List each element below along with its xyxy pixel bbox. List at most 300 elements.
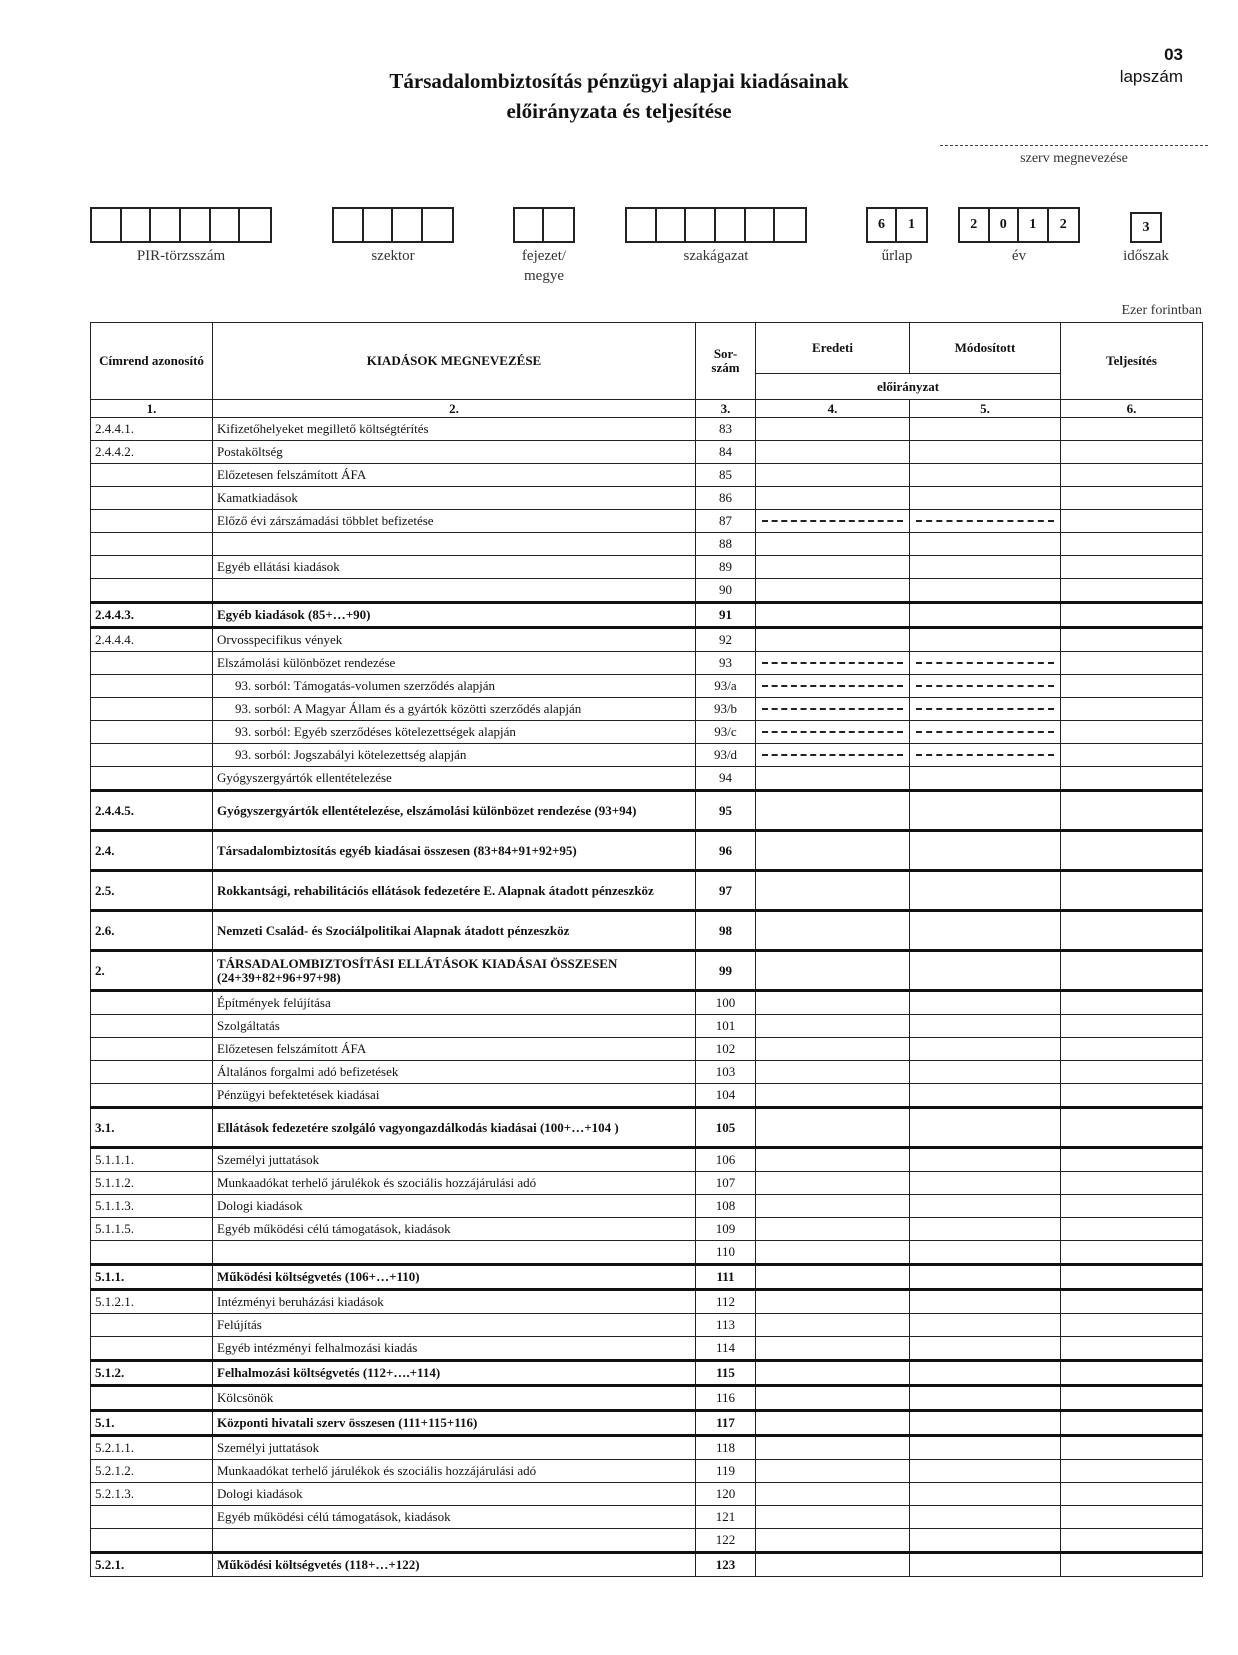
not-applicable-dash bbox=[762, 685, 903, 687]
value-cell-actual[interactable] bbox=[1061, 1460, 1203, 1483]
row-id: 2.4.4.3. bbox=[91, 603, 213, 628]
value-cell-modified[interactable] bbox=[910, 744, 1061, 767]
value-cell-original[interactable] bbox=[756, 1015, 910, 1038]
row-id bbox=[91, 1529, 213, 1553]
row-number: 122 bbox=[696, 1529, 756, 1553]
value-cell-actual[interactable] bbox=[1061, 533, 1203, 556]
value-cell-original[interactable] bbox=[756, 791, 910, 831]
row-id bbox=[91, 510, 213, 533]
value-cell-original[interactable] bbox=[756, 418, 910, 441]
row-number: 90 bbox=[696, 579, 756, 603]
value-cell-modified[interactable] bbox=[910, 1148, 1061, 1172]
code-box-cell[interactable] bbox=[393, 209, 423, 241]
code-box-group bbox=[90, 207, 272, 243]
code-box-cell[interactable] bbox=[364, 209, 394, 241]
value-cell-actual[interactable] bbox=[1061, 698, 1203, 721]
row-id bbox=[91, 652, 213, 675]
row-number: 113 bbox=[696, 1314, 756, 1337]
value-cell-actual[interactable] bbox=[1061, 991, 1203, 1015]
row-number: 98 bbox=[696, 911, 756, 951]
row-name: Dologi kiadások bbox=[213, 1483, 696, 1506]
table-row bbox=[91, 911, 1203, 951]
value-cell-modified[interactable] bbox=[910, 487, 1061, 510]
row-name: Kölcsönök bbox=[213, 1386, 696, 1411]
table-row bbox=[91, 1108, 1203, 1148]
row-name: Felújítás bbox=[213, 1314, 696, 1337]
value-cell-original[interactable] bbox=[756, 1290, 910, 1314]
row-name: Egyéb intézményi felhalmozási kiadás bbox=[213, 1337, 696, 1361]
row-name: Munkaadókat terhelő járulékok és szociális hozzájárulási adó bbox=[213, 1460, 696, 1483]
value-cell-original[interactable] bbox=[756, 1553, 910, 1577]
row-number: 93/b bbox=[696, 698, 756, 721]
row-number: 95 bbox=[696, 791, 756, 831]
page-title bbox=[0, 66, 1238, 126]
not-applicable-dash bbox=[916, 708, 1054, 710]
table-row bbox=[91, 628, 1203, 652]
value-cell-original[interactable] bbox=[756, 533, 910, 556]
row-id bbox=[91, 1084, 213, 1108]
table-row bbox=[91, 1038, 1203, 1061]
value-cell-actual[interactable] bbox=[1061, 1218, 1203, 1241]
code-box-group bbox=[513, 207, 575, 243]
value-cell-original[interactable] bbox=[756, 1314, 910, 1337]
value-cell-modified[interactable] bbox=[910, 1460, 1061, 1483]
value-cell-original[interactable] bbox=[756, 1084, 910, 1108]
value-cell-original[interactable] bbox=[756, 1506, 910, 1529]
row-name: Egyéb működési célú támogatások, kiadások bbox=[213, 1506, 696, 1529]
value-cell-original[interactable] bbox=[756, 603, 910, 628]
row-name: Orvosspecifikus vények bbox=[213, 628, 696, 652]
value-cell-actual[interactable] bbox=[1061, 1084, 1203, 1108]
header-original: Eredeti bbox=[756, 323, 910, 374]
code-box-cell[interactable] bbox=[716, 209, 746, 241]
value-cell-actual[interactable] bbox=[1061, 1148, 1203, 1172]
value-cell-modified[interactable] bbox=[910, 533, 1061, 556]
value-cell-actual[interactable] bbox=[1061, 1241, 1203, 1265]
org-name-field[interactable] bbox=[940, 145, 1208, 146]
value-cell-modified[interactable] bbox=[910, 1436, 1061, 1460]
table-row bbox=[91, 991, 1203, 1015]
value-cell-original[interactable] bbox=[756, 1386, 910, 1411]
code-box-cell[interactable] bbox=[181, 209, 211, 241]
row-id: 2. bbox=[91, 951, 213, 991]
value-cell-modified[interactable] bbox=[910, 1038, 1061, 1061]
value-cell-actual[interactable] bbox=[1061, 1195, 1203, 1218]
value-cell-actual[interactable] bbox=[1061, 579, 1203, 603]
column-number: 2. bbox=[213, 400, 696, 418]
value-cell-modified[interactable] bbox=[910, 418, 1061, 441]
column-number: 5. bbox=[910, 400, 1061, 418]
table-row bbox=[91, 871, 1203, 911]
row-name: Általános forgalmi adó befizetések bbox=[213, 1061, 696, 1084]
value-cell-modified[interactable] bbox=[910, 1265, 1061, 1290]
row-number: 108 bbox=[696, 1195, 756, 1218]
value-cell-actual[interactable] bbox=[1061, 831, 1203, 871]
row-number: 118 bbox=[696, 1436, 756, 1460]
row-id: 5.2.1. bbox=[91, 1553, 213, 1577]
row-id bbox=[91, 464, 213, 487]
value-cell-original[interactable] bbox=[756, 1361, 910, 1386]
value-cell-modified[interactable] bbox=[910, 603, 1061, 628]
table-row bbox=[91, 418, 1203, 441]
table-row bbox=[91, 603, 1203, 628]
value-cell-original[interactable] bbox=[756, 1265, 910, 1290]
value-cell-actual[interactable] bbox=[1061, 487, 1203, 510]
table-body bbox=[91, 418, 1203, 1577]
value-cell-modified[interactable] bbox=[910, 628, 1061, 652]
value-cell-actual[interactable] bbox=[1061, 556, 1203, 579]
value-cell-original[interactable] bbox=[756, 441, 910, 464]
code-box-group bbox=[1130, 212, 1162, 243]
value-cell-original[interactable] bbox=[756, 721, 910, 744]
table-row bbox=[91, 951, 1203, 991]
table-row bbox=[91, 721, 1203, 744]
value-cell-modified[interactable] bbox=[910, 831, 1061, 871]
row-id bbox=[91, 1386, 213, 1411]
value-cell-actual[interactable] bbox=[1061, 1411, 1203, 1436]
table-row bbox=[91, 1436, 1203, 1460]
code-box-group bbox=[866, 207, 928, 243]
row-id bbox=[91, 721, 213, 744]
value-cell-actual[interactable] bbox=[1061, 1265, 1203, 1290]
row-id bbox=[91, 487, 213, 510]
table-row bbox=[91, 767, 1203, 791]
column-number: 3. bbox=[696, 400, 756, 418]
value-cell-original[interactable] bbox=[756, 1108, 910, 1148]
row-id: 2.4.4.1. bbox=[91, 418, 213, 441]
code-box-label: PIR-törzsszám bbox=[136, 248, 226, 264]
value-cell-modified[interactable] bbox=[910, 1290, 1061, 1314]
value-cell-modified[interactable] bbox=[910, 991, 1061, 1015]
value-cell-modified[interactable] bbox=[910, 1314, 1061, 1337]
not-applicable-dash bbox=[916, 731, 1054, 733]
code-box-cell[interactable]: 0 bbox=[990, 209, 1020, 241]
value-cell-modified[interactable] bbox=[910, 441, 1061, 464]
value-cell-actual[interactable] bbox=[1061, 1061, 1203, 1084]
value-cell-modified[interactable] bbox=[910, 871, 1061, 911]
expenditure-table bbox=[90, 322, 1203, 1577]
row-id: 2.4.4.4. bbox=[91, 628, 213, 652]
code-box-cell[interactable] bbox=[423, 209, 452, 241]
code-box-group bbox=[958, 207, 1080, 243]
header-id: Címrend azonosító bbox=[91, 323, 213, 400]
row-number: 119 bbox=[696, 1460, 756, 1483]
value-cell-actual[interactable] bbox=[1061, 1529, 1203, 1553]
row-id: 5.1.1.3. bbox=[91, 1195, 213, 1218]
not-applicable-dash bbox=[762, 520, 903, 522]
row-number: 101 bbox=[696, 1015, 756, 1038]
value-cell-modified[interactable] bbox=[910, 510, 1061, 533]
column-number: 1. bbox=[91, 400, 213, 418]
row-id: 2.5. bbox=[91, 871, 213, 911]
row-number: 86 bbox=[696, 487, 756, 510]
table-row bbox=[91, 1015, 1203, 1038]
value-cell-modified[interactable] bbox=[910, 675, 1061, 698]
value-cell-modified[interactable] bbox=[910, 1061, 1061, 1084]
value-cell-modified[interactable] bbox=[910, 951, 1061, 991]
code-box-cell[interactable]: 6 bbox=[868, 209, 897, 241]
row-number: 116 bbox=[696, 1386, 756, 1411]
not-applicable-dash bbox=[916, 520, 1054, 522]
value-cell-actual[interactable] bbox=[1061, 652, 1203, 675]
row-id: 5.1.1. bbox=[91, 1265, 213, 1290]
value-cell-original[interactable] bbox=[756, 628, 910, 652]
page-number-label: lapszám bbox=[1119, 67, 1183, 86]
value-cell-modified[interactable] bbox=[910, 1506, 1061, 1529]
row-id: 2.4.4.2. bbox=[91, 441, 213, 464]
row-id bbox=[91, 744, 213, 767]
not-applicable-dash bbox=[916, 685, 1054, 687]
value-cell-modified[interactable] bbox=[910, 791, 1061, 831]
value-cell-original[interactable] bbox=[756, 1460, 910, 1483]
row-number: 123 bbox=[696, 1553, 756, 1577]
row-name bbox=[213, 1241, 696, 1265]
row-name: 93. sorból: Egyéb szerződéses kötelezettségek alapján bbox=[213, 721, 696, 744]
table-row bbox=[91, 1172, 1203, 1195]
value-cell-original[interactable] bbox=[756, 767, 910, 791]
row-name: Előzetesen felszámított ÁFA bbox=[213, 1038, 696, 1061]
row-name: Előző évi zárszámadási többlet befizetése bbox=[213, 510, 696, 533]
row-number: 111 bbox=[696, 1265, 756, 1290]
code-box-cell[interactable] bbox=[151, 209, 181, 241]
table-row bbox=[91, 1195, 1203, 1218]
code-box-cell[interactable] bbox=[627, 209, 657, 241]
code-box-cell[interactable]: 2 bbox=[1059, 217, 1067, 232]
row-name: Egyéb ellátási kiadások bbox=[213, 556, 696, 579]
value-cell-original[interactable] bbox=[756, 1529, 910, 1553]
table-row bbox=[91, 698, 1203, 721]
value-cell-original[interactable] bbox=[756, 1483, 910, 1506]
column-number: 6. bbox=[1061, 400, 1203, 418]
value-cell-actual[interactable] bbox=[1061, 1483, 1203, 1506]
value-cell-modified[interactable] bbox=[910, 1529, 1061, 1553]
value-cell-actual[interactable] bbox=[1061, 1290, 1203, 1314]
value-cell-modified[interactable] bbox=[910, 1241, 1061, 1265]
value-cell-original[interactable] bbox=[756, 1436, 910, 1460]
row-id bbox=[91, 1061, 213, 1084]
table-row bbox=[91, 579, 1203, 603]
value-cell-actual[interactable] bbox=[1061, 1015, 1203, 1038]
table-row bbox=[91, 533, 1203, 556]
value-cell-actual[interactable] bbox=[1061, 1361, 1203, 1386]
value-cell-original[interactable] bbox=[756, 1038, 910, 1061]
code-box-cell[interactable] bbox=[515, 209, 544, 241]
value-cell-original[interactable] bbox=[756, 698, 910, 721]
table-row bbox=[91, 831, 1203, 871]
code-box-cell[interactable] bbox=[211, 209, 241, 241]
table-row bbox=[91, 1084, 1203, 1108]
table-row bbox=[91, 675, 1203, 698]
value-cell-actual[interactable] bbox=[1061, 871, 1203, 911]
value-cell-actual[interactable] bbox=[1061, 1108, 1203, 1148]
row-name: Gyógyszergyártók ellentételezése, elszámolási különbözet rendezése (93+94) bbox=[213, 791, 696, 831]
row-name: Építmények felújítása bbox=[213, 991, 696, 1015]
row-number: 121 bbox=[696, 1506, 756, 1529]
not-applicable-dash bbox=[762, 708, 903, 710]
row-name: Előzetesen felszámított ÁFA bbox=[213, 464, 696, 487]
value-cell-original[interactable] bbox=[756, 1061, 910, 1084]
value-cell-original[interactable] bbox=[756, 1172, 910, 1195]
value-cell-original[interactable] bbox=[756, 951, 910, 991]
value-cell-modified[interactable] bbox=[910, 1218, 1061, 1241]
row-number: 99 bbox=[696, 951, 756, 991]
row-name: TÁRSADALOMBIZTOSÍTÁSI ELLÁTÁSOK KIADÁSAI ÖSSZESEN (24+39+82+96+97+98) bbox=[213, 951, 696, 991]
row-name: Szolgáltatás bbox=[213, 1015, 696, 1038]
value-cell-original[interactable] bbox=[756, 1218, 910, 1241]
value-cell-modified[interactable] bbox=[910, 556, 1061, 579]
row-number: 94 bbox=[696, 767, 756, 791]
value-cell-original[interactable] bbox=[756, 831, 910, 871]
value-cell-modified[interactable] bbox=[910, 1195, 1061, 1218]
row-name: Felhalmozási költségvetés (112+….+114) bbox=[213, 1361, 696, 1386]
row-id bbox=[91, 1506, 213, 1529]
code-box-cell[interactable] bbox=[686, 209, 716, 241]
value-cell-actual[interactable] bbox=[1061, 951, 1203, 991]
header-column-numbers bbox=[91, 400, 1203, 418]
code-box-cell[interactable] bbox=[657, 209, 687, 241]
row-number: 93/c bbox=[696, 721, 756, 744]
row-number: 120 bbox=[696, 1483, 756, 1506]
value-cell-modified[interactable] bbox=[910, 652, 1061, 675]
value-cell-actual[interactable] bbox=[1061, 1553, 1203, 1577]
not-applicable-dash bbox=[762, 754, 903, 756]
code-box-cell[interactable]: 1 bbox=[908, 217, 916, 232]
code-box-cell[interactable] bbox=[544, 209, 573, 241]
code-box-group bbox=[332, 207, 454, 243]
not-applicable-dash bbox=[916, 754, 1054, 756]
table-row bbox=[91, 556, 1203, 579]
org-name-label: szerv megnevezése bbox=[1020, 151, 1128, 166]
value-cell-original[interactable] bbox=[756, 911, 910, 951]
value-cell-original[interactable] bbox=[756, 652, 910, 675]
value-cell-actual[interactable] bbox=[1061, 1436, 1203, 1460]
value-cell-modified[interactable] bbox=[910, 721, 1061, 744]
row-name: Működési költségvetés (118+…+122) bbox=[213, 1553, 696, 1577]
table-row bbox=[91, 1553, 1203, 1577]
value-cell-original[interactable] bbox=[756, 1195, 910, 1218]
value-cell-original[interactable] bbox=[756, 1241, 910, 1265]
table-row bbox=[91, 1265, 1203, 1290]
row-number: 100 bbox=[696, 991, 756, 1015]
code-box-cell[interactable] bbox=[746, 209, 776, 241]
row-name: Ellátások fedezetére szolgáló vagyongazdálkodás kiadásai (100+…+104 ) bbox=[213, 1108, 696, 1148]
row-name: Gyógyszergyártók ellentételezése bbox=[213, 767, 696, 791]
value-cell-actual[interactable] bbox=[1061, 675, 1203, 698]
value-cell-actual[interactable] bbox=[1061, 1337, 1203, 1361]
row-name: Személyi juttatások bbox=[213, 1436, 696, 1460]
code-box-cell[interactable] bbox=[334, 209, 364, 241]
row-number: 89 bbox=[696, 556, 756, 579]
code-box-cell[interactable] bbox=[92, 209, 122, 241]
value-cell-actual[interactable] bbox=[1061, 418, 1203, 441]
value-cell-modified[interactable] bbox=[910, 767, 1061, 791]
value-cell-original[interactable] bbox=[756, 1337, 910, 1361]
value-cell-actual[interactable] bbox=[1061, 721, 1203, 744]
value-cell-actual[interactable] bbox=[1061, 1506, 1203, 1529]
value-cell-actual[interactable] bbox=[1061, 767, 1203, 791]
value-cell-actual[interactable] bbox=[1061, 1386, 1203, 1411]
not-applicable-dash bbox=[762, 662, 903, 664]
value-cell-modified[interactable] bbox=[910, 1015, 1061, 1038]
value-cell-original[interactable] bbox=[756, 744, 910, 767]
value-cell-actual[interactable] bbox=[1061, 464, 1203, 487]
value-cell-actual[interactable] bbox=[1061, 628, 1203, 652]
row-name bbox=[213, 579, 696, 603]
row-id: 5.1. bbox=[91, 1411, 213, 1436]
value-cell-modified[interactable] bbox=[910, 579, 1061, 603]
row-id: 5.2.1.3. bbox=[91, 1483, 213, 1506]
row-id bbox=[91, 1241, 213, 1265]
row-number: 93 bbox=[696, 652, 756, 675]
row-name: Nemzeti Család- és Szociálpolitikai Alapnak átadott pénzeszköz bbox=[213, 911, 696, 951]
header-row-number: Sor- szám bbox=[696, 323, 756, 400]
table-row bbox=[91, 791, 1203, 831]
value-cell-modified[interactable] bbox=[910, 698, 1061, 721]
value-cell-modified[interactable] bbox=[910, 1386, 1061, 1411]
value-cell-original[interactable] bbox=[756, 487, 910, 510]
code-box-cell[interactable]: 3 bbox=[1142, 219, 1150, 235]
row-name: 93. sorból: Jogszabályi kötelezettség alapján bbox=[213, 744, 696, 767]
value-cell-modified[interactable] bbox=[910, 1553, 1061, 1577]
table-row bbox=[91, 1314, 1203, 1337]
value-cell-original[interactable] bbox=[756, 1148, 910, 1172]
value-cell-modified[interactable] bbox=[910, 1084, 1061, 1108]
value-cell-actual[interactable] bbox=[1061, 1038, 1203, 1061]
code-box-cell[interactable] bbox=[775, 209, 805, 241]
code-box-cell[interactable] bbox=[122, 209, 152, 241]
value-cell-modified[interactable] bbox=[910, 1483, 1061, 1506]
value-cell-actual[interactable] bbox=[1061, 911, 1203, 951]
row-number: 85 bbox=[696, 464, 756, 487]
value-cell-original[interactable] bbox=[756, 579, 910, 603]
value-cell-original[interactable] bbox=[756, 991, 910, 1015]
value-cell-actual[interactable] bbox=[1061, 791, 1203, 831]
code-box-cell[interactable] bbox=[240, 209, 270, 241]
value-cell-modified[interactable] bbox=[910, 1361, 1061, 1386]
value-cell-actual[interactable] bbox=[1061, 510, 1203, 533]
value-cell-modified[interactable] bbox=[910, 1108, 1061, 1148]
value-cell-original[interactable] bbox=[756, 510, 910, 533]
row-id bbox=[91, 556, 213, 579]
header-name: KIADÁSOK MEGNEVEZÉSE bbox=[213, 323, 696, 400]
value-cell-actual[interactable] bbox=[1061, 603, 1203, 628]
value-cell-actual[interactable] bbox=[1061, 1172, 1203, 1195]
value-cell-original[interactable] bbox=[756, 464, 910, 487]
value-cell-modified[interactable] bbox=[910, 1337, 1061, 1361]
value-cell-modified[interactable] bbox=[910, 1172, 1061, 1195]
value-cell-modified[interactable] bbox=[910, 464, 1061, 487]
not-applicable-dash bbox=[762, 731, 903, 733]
value-cell-original[interactable] bbox=[756, 1411, 910, 1436]
code-box-cell[interactable]: 1 bbox=[1019, 209, 1049, 241]
value-cell-actual[interactable] bbox=[1061, 744, 1203, 767]
row-name: Egyéb működési célú támogatások, kiadások bbox=[213, 1218, 696, 1241]
table-row bbox=[91, 1361, 1203, 1386]
row-id bbox=[91, 991, 213, 1015]
value-cell-original[interactable] bbox=[756, 556, 910, 579]
value-cell-original[interactable] bbox=[756, 871, 910, 911]
value-cell-modified[interactable] bbox=[910, 911, 1061, 951]
row-id bbox=[91, 533, 213, 556]
value-cell-modified[interactable] bbox=[910, 1411, 1061, 1436]
row-name: Postaköltség bbox=[213, 441, 696, 464]
code-box-cell[interactable]: 2 bbox=[960, 209, 990, 241]
row-number: 83 bbox=[696, 418, 756, 441]
value-cell-original[interactable] bbox=[756, 675, 910, 698]
value-cell-actual[interactable] bbox=[1061, 441, 1203, 464]
value-cell-actual[interactable] bbox=[1061, 1314, 1203, 1337]
table-row bbox=[91, 1218, 1203, 1241]
